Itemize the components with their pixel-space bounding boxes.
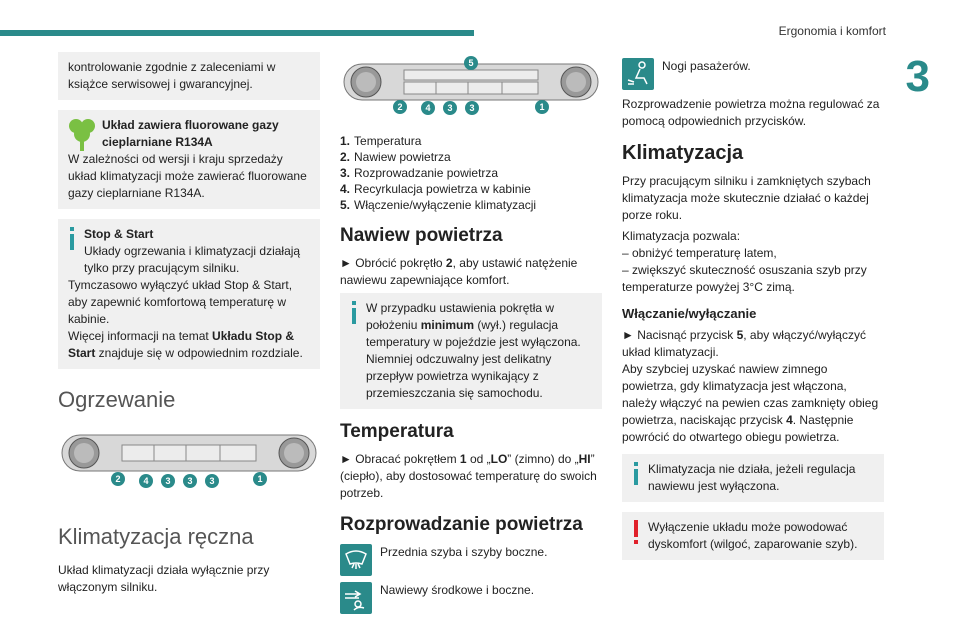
info-icon [350,300,360,402]
manual-ac-text: Układ klimatyzacji działa wyłącznie przy włączonym silniku. [58,563,270,594]
feet-text: Nogi pasażerów. [662,59,751,73]
column-2 [340,52,602,620]
legend-item: 4. Recyrkulacja powietrza w kabinie [340,182,531,196]
legend-item: 5. Włączenie/wyłączenie klimatyzacji [340,198,537,212]
manual-ac-title: Klimatyzacja ręczna [58,524,254,549]
heating-title: Ogrzewanie [58,387,176,412]
panel-label: 3 [209,476,215,486]
stopstart-line3: Więcej informacji na temat [68,329,213,343]
panel-label: 4 [425,103,431,113]
feet-air-icon [622,58,654,90]
tree-icon [68,117,96,151]
onoff-text: ► Nacisnąć przycisk 5, aby włączyć/wyłączyć układ klimatyzacji. [622,328,866,359]
ac-list-item: – zwiększyć skuteczność osuszania szyb przy temperaturze powyżej 3°C zimą. [622,263,867,294]
ac-title: Klimatyzacja [622,142,744,164]
center-vents-icon [340,582,372,614]
ac-info-text: Klimatyzacja nie działa, jeżeli regulacja nawiewu jest wyłączona. [648,462,856,493]
column-1 [58,52,320,600]
temperature-title: Temperatura [340,421,454,442]
gas-box [58,110,320,209]
heating-panel-image [58,431,320,489]
stopstart-line3-end: znajduje się w odpowiednim rozdziale. [95,346,303,360]
stopstart-box [58,219,320,369]
stopstart-link: Układu Stop & Start [68,329,295,360]
info-icon [632,461,642,495]
onoff-text-2: Aby szybciej uzyskać nawiew zimnego powietrza, gdy klimatyzacja jest włączona, należy włączyć na pewien czas zamknięty obieg powietrza, naciskając przycisk 4. Następnie powrócić do otwartego obiegu powietrza. [622,362,879,444]
vents-row [340,582,602,614]
info-icon [68,226,78,277]
panel-label: 4 [143,476,149,486]
windshield-text: Przednia szyba i szyby boczne. [380,545,548,559]
windshield-row [340,544,602,576]
airflow-text: ► Obrócić pokrętło 2, aby ustawić natężenie nawiewu zapewniające komfort. [340,256,578,287]
windshield-air-icon [340,544,372,576]
distribution-note: Rozprowadzenie powietrza można regulować za pomocą odpowiednich przycisków. [622,97,880,128]
panel-label: 3 [165,476,171,486]
gas-box-title: Układ zawiera fluorowane gazy cieplarniane R134A [102,118,279,149]
vents-text: Nawiewy środkowe i boczne. [380,583,535,597]
section-title: Ergonomia i komfort [778,24,886,38]
ac-list-item: – obniżyć temperaturę latem, [622,246,777,260]
panel-label: 1 [257,474,263,484]
panel-label: 3 [469,103,475,113]
panel-label: 3 [187,476,193,486]
chapter-number: 3 [905,52,930,101]
legend-item: 3. Rozprowadzanie powietrza [340,166,499,180]
header-bar [0,30,474,36]
control-legend [340,133,602,213]
feet-row [622,58,884,90]
temperature-text: ► Obracać pokrętłem 1 od „LO” (zimno) do „HI” (ciepło), aby dostosować temperaturę do swoich potrzeb. [340,452,597,500]
airflow-info-box: W przypadku ustawienia pokrętła w położeniu minimum (wył.) regulacja temperatury w pojeździe jest wyłączona. Niemniej odczuwalny jest delikatny przepływ powietrza wynikający z przemieszczania się samochodu. [340,293,602,409]
ac-info-box [622,454,884,502]
panel-label: 1 [539,102,545,112]
panel-label: 2 [397,102,403,112]
intro-box [58,52,320,100]
legend-item: 2. Nawiew powietrza [340,150,451,164]
panel-label: 3 [447,103,453,113]
distribution-title: Rozprowadzanie powietrza [340,514,583,535]
intro-text: kontrolowanie zgodnie z zaleceniami w książce serwisowej i gwarancyjnej. [68,60,276,91]
column-3 [622,52,884,570]
warning-icon [632,519,642,553]
ac-panel-image [340,56,602,116]
ac-warning-box [622,512,884,560]
ac-text-1: Przy pracującym silniku i zamkniętych szybach klimatyzacja może skutecznie działać o każdej porze roku. [622,174,871,222]
onoff-title: Włączanie/wyłączanie [622,306,757,321]
legend-item: 1. Temperatura [340,134,422,148]
gas-box-text: W zależności od wersji i kraju sprzedaży układ klimatyzacji może zawierać fluorowane gazy cieplarniane R134A. [68,152,307,200]
stopstart-line2: Tymczasowo wyłączyć układ Stop & Start, aby zapewnić komfortową temperaturę w kabinie. [68,278,293,326]
ac-warning-text: Wyłączenie układu może powodować dyskomfort (wilgoć, zaparowanie szyb). [648,520,858,551]
panel-label: 2 [115,474,121,484]
stopstart-line1: Układy ogrzewania i klimatyzacji działają tylko przy pracującym silniku. [84,244,301,275]
airflow-title: Nawiew powietrza [340,225,503,246]
stopstart-title: Stop & Start [84,227,154,241]
ac-text-2: Klimatyzacja pozwala: [622,229,741,243]
panel-label: 5 [468,58,474,68]
